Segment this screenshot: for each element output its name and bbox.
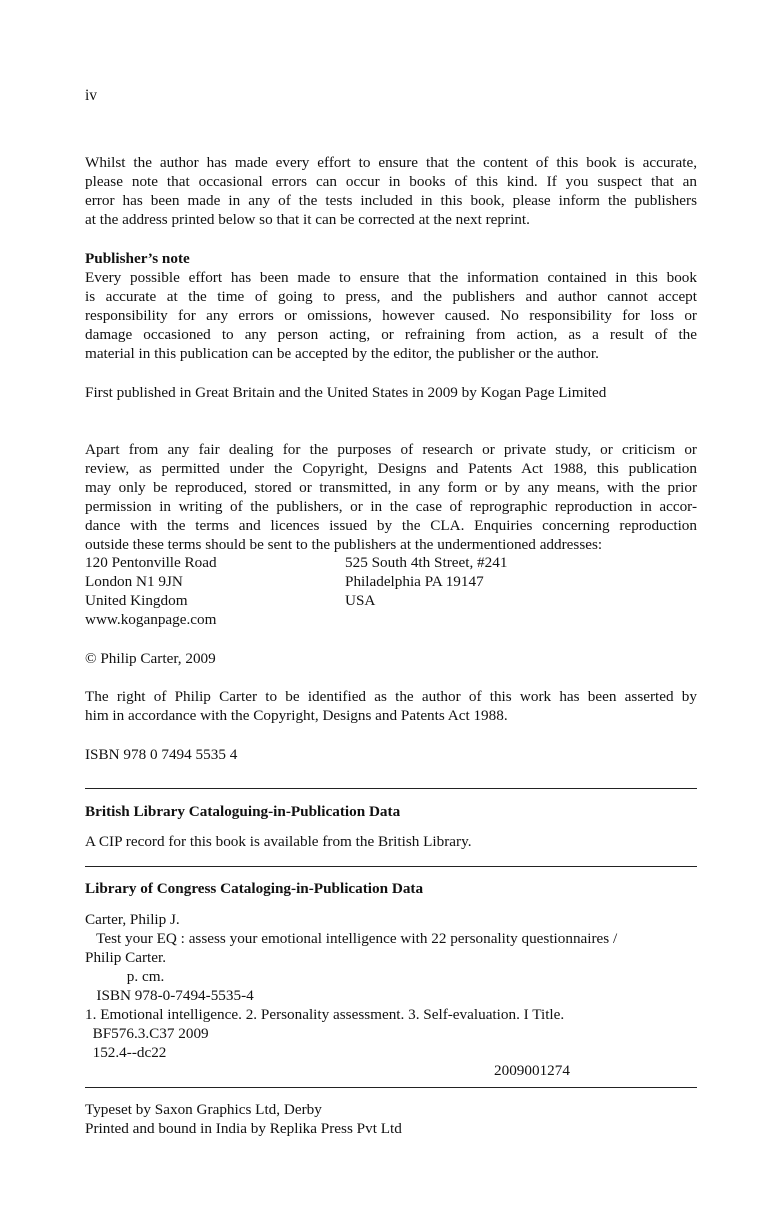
publishers-note-line: responsibility for any errors or omissions, however caused. No responsibility for loss or <box>85 307 697 324</box>
copyright-notice-line: dance with the terms and licences issued by the CLA. Enquiries concerning reproduction <box>85 517 697 534</box>
copyright-notice-line: Apart from any fair dealing for the purposes of research or private study, or criticism or <box>85 441 697 458</box>
publishers-note-paragraph <box>85 268 697 363</box>
address-line: United Kingdom <box>85 592 188 609</box>
disclaimer-line: please note that occasional errors can occur in books of this kind. If you suspect that an <box>85 173 697 190</box>
first-published: First published in Great Britain and the United States in 2009 by Kogan Page Limited <box>85 384 607 401</box>
cataloging-record <box>85 910 697 1062</box>
british-library-heading: British Library Cataloguing-in-Publication Data <box>85 803 401 820</box>
copyright-notice-line: permission in writing of the publishers, or in the case of reprographic reproduction in accor- <box>85 498 697 515</box>
record-line: 1. Emotional intelligence. 2. Personality assessment. 3. Self-evaluation. I Title. <box>85 1006 565 1023</box>
website-url: www.koganpage.com <box>85 611 217 628</box>
moral-right-line: The right of Philip Carter to be identified as the author of this work has been asserted by <box>85 688 697 705</box>
disclaimer-line: at the address printed below so that it can be corrected at the next reprint. <box>85 211 530 228</box>
divider <box>85 1087 697 1088</box>
address-line: 525 South 4th Street, #241 <box>345 554 508 571</box>
record-line: Carter, Philip J. <box>85 911 180 928</box>
record-line: Philip Carter. <box>85 949 166 966</box>
disclaimer-line: error has been made in any of the tests included in this book, please inform the publishers <box>85 192 697 209</box>
address-line: USA <box>345 592 376 609</box>
typesetter-line: Typeset by Saxon Graphics Ltd, Derby <box>85 1101 322 1118</box>
record-line: BF576.3.C37 2009 <box>85 1025 209 1042</box>
library-of-congress-heading: Library of Congress Cataloging-in-Publication Data <box>85 880 424 897</box>
divider <box>85 866 697 867</box>
address-line: Philadelphia PA 19147 <box>345 573 484 590</box>
printing-info <box>85 1100 697 1138</box>
record-line: Test your EQ : assess your emotional intelligence with 22 personality questionnaires / <box>85 930 618 947</box>
copyright-notice-line: review, as permitted under the Copyright, Designs and Patents Act 1988, this publication <box>85 460 697 477</box>
printer-line: Printed and bound in India by Replika Press Pvt Ltd <box>85 1120 402 1137</box>
copyright-notice-line: may only be reproduced, stored or transmitted, in any form or by any means, with the prior <box>85 479 697 496</box>
publishers-note-heading: Publisher’s note <box>85 250 190 267</box>
publishers-note-line: damage occasioned to any person acting, or refraining from action, as a result of the <box>85 326 697 343</box>
page-number: iv <box>85 87 98 104</box>
copyright-line: © Philip Carter, 2009 <box>85 650 216 667</box>
address-line: London N1 9JN <box>85 573 183 590</box>
record-line: ISBN 978-0-7494-5535-4 <box>85 987 254 1004</box>
record-line: p. cm. <box>85 968 165 985</box>
divider <box>85 788 697 789</box>
address-us <box>345 553 507 610</box>
copyright-notice-paragraph <box>85 440 697 554</box>
lc-control-number: 2009001274 <box>494 1062 570 1079</box>
publishers-note-line: Every possible effort has been made to ensure that the information contained in this book <box>85 269 697 286</box>
moral-right-line: him in accordance with the Copyright, Designs and Patents Act 1988. <box>85 707 508 724</box>
moral-right-paragraph <box>85 687 697 725</box>
record-line: 152.4--dc22 <box>85 1044 167 1061</box>
british-library-text: A CIP record for this book is available from the British Library. <box>85 833 472 850</box>
copyright-notice-line: outside these terms should be sent to the publishers at the undermentioned addresses: <box>85 536 603 553</box>
address-uk <box>85 553 217 629</box>
disclaimer-paragraph <box>85 153 697 229</box>
publishers-note-line: material in this publication can be accepted by the editor, the publisher or the author. <box>85 345 599 362</box>
publishers-note-line: is accurate at the time of going to press, and the publishers and author cannot accept <box>85 288 697 305</box>
address-line: 120 Pentonville Road <box>85 554 217 571</box>
isbn: ISBN 978 0 7494 5535 4 <box>85 746 238 763</box>
disclaimer-line: Whilst the author has made every effort to ensure that the content of this book is accurate, <box>85 154 697 171</box>
